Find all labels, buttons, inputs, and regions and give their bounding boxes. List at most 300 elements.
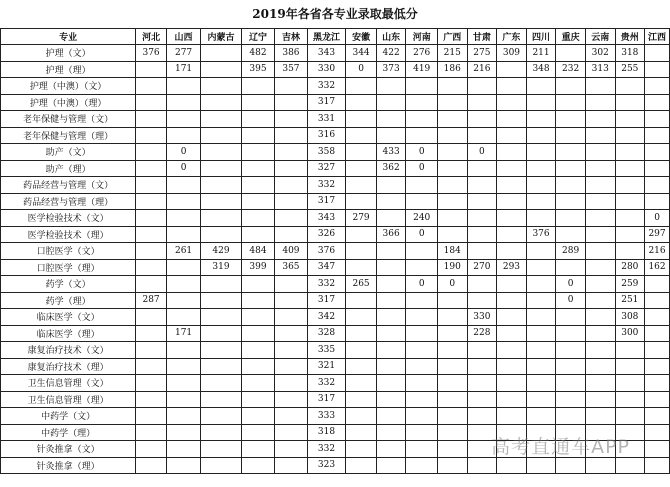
score-cell [437,391,467,408]
score-cell: 287 [136,292,167,309]
score-cell: 399 [241,259,274,276]
score-cell [376,276,406,293]
score-cell [275,342,307,359]
score-cell [346,309,377,326]
major-name-cell: 护理（中澳）（理） [1,94,136,111]
major-name-cell: 药学（理） [1,292,136,309]
score-cell [497,94,527,111]
score-cell [497,226,527,243]
score-cell [467,358,497,375]
score-cell: 332 [307,375,346,392]
score-cell [241,441,274,458]
score-cell [556,94,586,111]
score-cell [136,375,167,392]
score-cell [615,193,645,210]
score-cell [497,78,527,95]
score-cell [346,160,377,177]
score-cell: 171 [166,325,200,342]
score-cell [275,408,307,425]
score-cell [166,276,200,293]
score-cell: 366 [376,226,406,243]
score-cell [645,111,670,128]
score-cell [346,144,377,161]
column-header-province: 安徽 [346,29,377,45]
score-cell [376,358,406,375]
score-cell [241,342,274,359]
score-cell [166,424,200,441]
score-cell [437,210,467,227]
score-cell [645,177,670,194]
score-cell: 344 [346,45,377,62]
score-cell [201,424,242,441]
score-cell: 280 [615,259,645,276]
score-cell [556,127,586,144]
score-cell [467,391,497,408]
table-row [1,144,670,161]
score-cell [406,193,438,210]
score-cell [346,177,377,194]
column-header-major: 专业 [1,29,136,45]
score-cell [346,358,377,375]
score-cell: 276 [406,45,438,62]
score-cell [275,309,307,326]
score-cell [615,127,645,144]
score-cell [585,127,615,144]
table-row [1,342,670,359]
score-cell [201,358,242,375]
score-cell: 317 [307,193,346,210]
score-cell [437,424,467,441]
score-cell: 313 [585,61,615,78]
table-body [1,45,670,474]
score-cell: 308 [615,309,645,326]
column-header-province: 四川 [526,29,556,45]
table-row [1,391,670,408]
score-cell [376,243,406,260]
score-cell [201,193,242,210]
column-header-province: 山东 [376,29,406,45]
score-cell [497,358,527,375]
score-cell [136,127,167,144]
score-cell [526,78,556,95]
score-cell [585,193,615,210]
score-cell [526,309,556,326]
score-cell [645,309,670,326]
score-cell [376,325,406,342]
score-cell [615,226,645,243]
score-cell [376,375,406,392]
score-cell [585,391,615,408]
score-cell [467,226,497,243]
score-cell: 335 [307,342,346,359]
score-cell: 318 [615,45,645,62]
score-cell [241,325,274,342]
score-cell [585,457,615,474]
score-cell [437,160,467,177]
score-cell [437,342,467,359]
score-cell [526,375,556,392]
table-row [1,292,670,309]
score-cell [346,226,377,243]
score-cell: 348 [526,61,556,78]
score-cell [201,226,242,243]
score-cell [645,94,670,111]
major-name-cell: 康复治疗技术（文） [1,342,136,359]
score-cell [406,325,438,342]
score-cell [645,292,670,309]
score-cell [556,391,586,408]
score-cell [556,160,586,177]
score-cell [497,276,527,293]
score-cell [201,61,242,78]
table-row [1,111,670,128]
score-cell [437,193,467,210]
score-cell [585,177,615,194]
score-cell: 309 [497,45,527,62]
score-cell [497,210,527,227]
score-cell [526,292,556,309]
score-cell: 186 [437,61,467,78]
score-cell [526,193,556,210]
column-header-province: 河北 [136,29,167,45]
score-cell [556,111,586,128]
score-cell: 386 [275,45,307,62]
column-header-province: 河南 [406,29,438,45]
table-row [1,408,670,425]
score-cell [497,292,527,309]
score-cell [346,259,377,276]
score-cell [346,391,377,408]
score-cell [467,408,497,425]
table-row [1,78,670,95]
score-cell [556,375,586,392]
score-cell [497,160,527,177]
score-cell [437,457,467,474]
score-cell [166,391,200,408]
score-cell [166,127,200,144]
score-cell [585,358,615,375]
score-cell [201,210,242,227]
score-cell [437,441,467,458]
major-name-cell: 助产（理） [1,160,136,177]
score-cell: 277 [166,45,200,62]
score-cell [166,78,200,95]
score-cell: 362 [376,160,406,177]
score-cell: 365 [275,259,307,276]
score-cell [275,160,307,177]
score-cell [136,226,167,243]
score-cell [166,94,200,111]
score-cell [166,259,200,276]
score-cell: 297 [645,226,670,243]
score-cell [166,226,200,243]
score-cell [241,144,274,161]
score-cell [585,160,615,177]
table-row [1,276,670,293]
score-cell [585,243,615,260]
score-cell [645,441,670,458]
score-cell [467,375,497,392]
score-cell [201,408,242,425]
score-cell [376,342,406,359]
score-cell [406,292,438,309]
score-cell [166,375,200,392]
score-cell [437,408,467,425]
table-row [1,210,670,227]
score-cell [526,342,556,359]
score-cell [241,193,274,210]
score-cell: 261 [166,243,200,260]
score-cell [645,325,670,342]
score-cell: 300 [615,325,645,342]
score-cell [615,342,645,359]
score-cell [615,144,645,161]
score-cell: 0 [406,144,438,161]
score-cell: 327 [307,160,346,177]
score-cell [136,160,167,177]
score-cell [376,309,406,326]
score-cell [645,424,670,441]
score-cell [201,78,242,95]
score-cell: 332 [307,78,346,95]
major-name-cell: 口腔医学（文） [1,243,136,260]
table-row [1,243,670,260]
score-cell [526,457,556,474]
score-cell: 331 [307,111,346,128]
score-cell [136,424,167,441]
score-cell [136,276,167,293]
score-cell: 328 [307,325,346,342]
score-cell [526,177,556,194]
score-cell: 330 [467,309,497,326]
score-cell [241,391,274,408]
score-cell [166,441,200,458]
score-cell: 162 [645,259,670,276]
score-cell [376,391,406,408]
score-cell [136,358,167,375]
score-cell [497,325,527,342]
score-cell [406,457,438,474]
score-cell [201,127,242,144]
score-cell [136,391,167,408]
score-cell: 317 [307,391,346,408]
score-cell [406,94,438,111]
score-cell [201,325,242,342]
score-cell [585,78,615,95]
score-cell [136,243,167,260]
column-header-province: 贵州 [615,29,645,45]
score-cell [585,259,615,276]
table-row [1,45,670,62]
score-cell [406,177,438,194]
score-cell [615,358,645,375]
score-cell [615,457,645,474]
score-cell [406,391,438,408]
score-cell [241,160,274,177]
score-cell [437,94,467,111]
score-cell [376,259,406,276]
score-cell [467,243,497,260]
table-row [1,160,670,177]
score-cell [275,193,307,210]
score-cell [467,457,497,474]
score-cell [467,177,497,194]
score-cell [645,457,670,474]
score-cell [275,94,307,111]
table-row [1,325,670,342]
score-cell [615,111,645,128]
score-cell [406,358,438,375]
score-cell [275,375,307,392]
score-cell: 318 [307,424,346,441]
score-cell [585,309,615,326]
score-cell [526,259,556,276]
score-cell [136,408,167,425]
score-cell [437,375,467,392]
score-cell [497,243,527,260]
major-name-cell: 护理（文） [1,45,136,62]
score-cell: 316 [307,127,346,144]
score-cell [346,375,377,392]
score-cell [526,160,556,177]
score-cell [275,424,307,441]
score-cell: 0 [166,160,200,177]
score-cell [346,342,377,359]
score-cell [497,177,527,194]
score-cell: 279 [346,210,377,227]
score-cell [376,94,406,111]
score-cell: 326 [307,226,346,243]
score-cell [585,342,615,359]
score-cell [136,342,167,359]
score-cell: 293 [497,259,527,276]
score-cell [346,127,377,144]
score-cell [241,457,274,474]
score-cell [166,309,200,326]
score-cell [437,226,467,243]
score-cell [556,358,586,375]
table-row [1,127,670,144]
score-cell: 484 [241,243,274,260]
score-cell: 0 [406,276,438,293]
score-cell [645,358,670,375]
score-cell [275,358,307,375]
score-cell [136,325,167,342]
score-cell [346,424,377,441]
score-cell [437,111,467,128]
column-header-province: 广西 [437,29,467,45]
score-cell [556,309,586,326]
score-cell [437,177,467,194]
score-cell [467,276,497,293]
score-cell [136,457,167,474]
score-cell: 319 [201,259,242,276]
score-cell [275,144,307,161]
score-cell: 0 [645,210,670,227]
score-cell [201,276,242,293]
score-cell [201,177,242,194]
score-cell: 330 [307,61,346,78]
score-cell [615,243,645,260]
score-cell [136,144,167,161]
score-cell [376,424,406,441]
score-cell [201,309,242,326]
score-cell [437,78,467,95]
score-cell [241,309,274,326]
score-cell [346,94,377,111]
score-cell: 184 [437,243,467,260]
score-cell: 216 [645,243,670,260]
score-cell [346,325,377,342]
score-cell [166,292,200,309]
score-cell [406,375,438,392]
score-cell [585,210,615,227]
score-cell: 190 [437,259,467,276]
score-cell [645,276,670,293]
major-name-cell: 护理（理） [1,61,136,78]
score-cell [241,177,274,194]
score-cell: 211 [526,45,556,62]
score-cell [585,292,615,309]
score-cell [497,375,527,392]
score-cell [467,94,497,111]
column-header-province: 甘肃 [467,29,497,45]
score-cell [241,226,274,243]
score-cell [585,226,615,243]
score-cell [556,45,586,62]
score-cell [241,358,274,375]
table-row [1,457,670,474]
score-cell [406,424,438,441]
major-name-cell: 针灸推拿（理） [1,457,136,474]
score-cell [136,210,167,227]
score-cell [526,243,556,260]
score-cell: 171 [166,61,200,78]
score-cell [497,193,527,210]
score-cell [497,391,527,408]
score-cell [497,408,527,425]
table-row [1,193,670,210]
score-cell: 422 [376,45,406,62]
score-cell [136,441,167,458]
score-cell [467,160,497,177]
table-row [1,226,670,243]
score-cell [376,177,406,194]
score-cell [406,78,438,95]
score-cell: 240 [406,210,438,227]
score-cell [526,127,556,144]
table-row [1,375,670,392]
score-cell [241,94,274,111]
score-cell [526,94,556,111]
score-cell [346,78,377,95]
score-cell: 409 [275,243,307,260]
score-cell: 216 [467,61,497,78]
score-cell [201,45,242,62]
score-cell [376,127,406,144]
score-cell: 302 [585,45,615,62]
score-cell [556,457,586,474]
score-cell [136,309,167,326]
score-cell [166,177,200,194]
score-cell: 0 [406,160,438,177]
score-cell [467,111,497,128]
table-row [1,259,670,276]
major-name-cell: 临床医学（文） [1,309,136,326]
score-cell [201,94,242,111]
score-cell [585,375,615,392]
score-cell [376,441,406,458]
